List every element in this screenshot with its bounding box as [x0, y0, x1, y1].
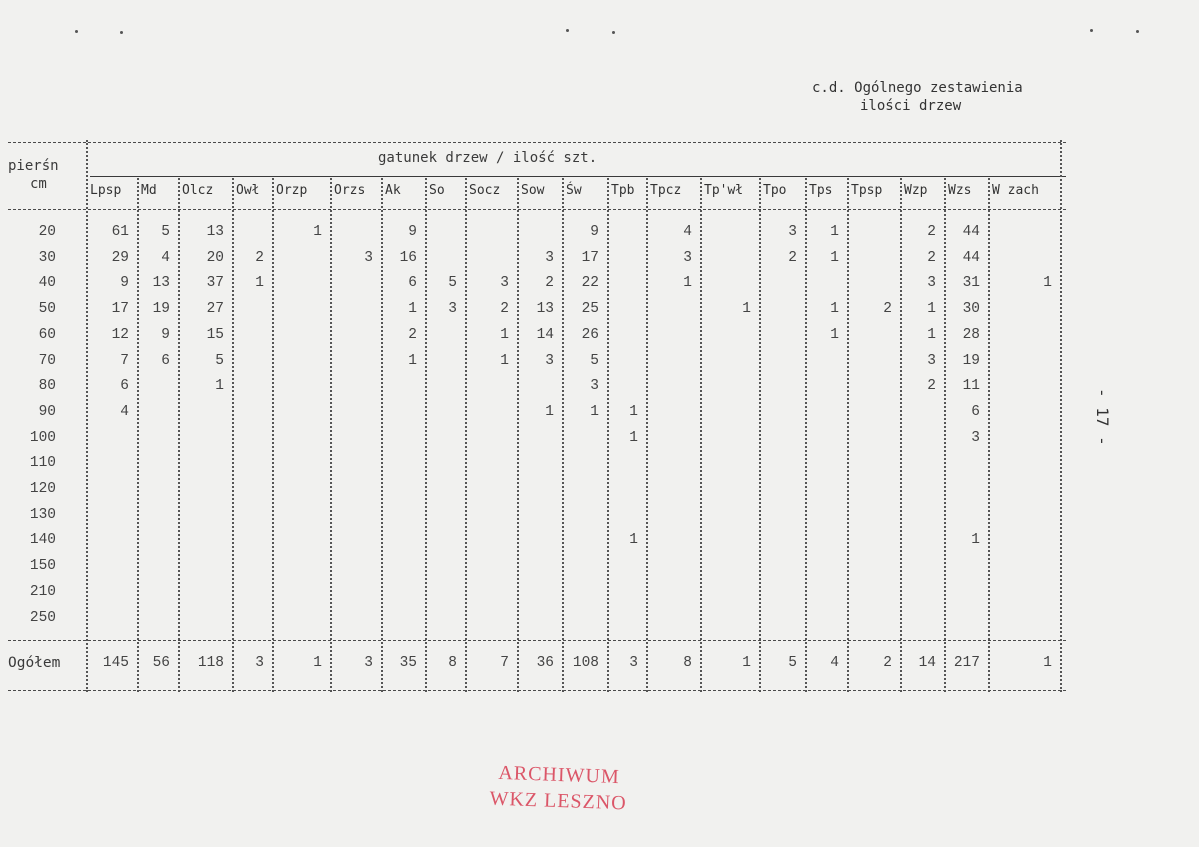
table-cell: 1 [742, 301, 751, 318]
group-header-rule [90, 176, 1066, 177]
table-cell: 3 [590, 378, 599, 395]
punch-mark [75, 30, 78, 33]
table-cell: 30 [962, 301, 980, 318]
column-header: Orzp [276, 183, 308, 198]
table-cell: 1 [629, 403, 638, 420]
row-label: 60 [38, 326, 56, 343]
row-label: 210 [29, 583, 56, 600]
column-header: Tp'wł [704, 183, 744, 198]
table-cell: 11 [962, 378, 980, 395]
table-cell: 1 [830, 326, 839, 343]
table-cell: 1 [629, 429, 638, 446]
column-separator [465, 178, 467, 692]
column-separator [944, 178, 946, 692]
table-cell: 28 [962, 326, 980, 343]
stamp-line2: WKZ LESZNO [489, 787, 628, 815]
table-cell: 4 [120, 403, 129, 420]
table-cell: 22 [581, 275, 599, 292]
table-cell: 1 [927, 301, 936, 318]
row-label: 80 [38, 378, 56, 395]
total-cell: 3 [364, 655, 373, 671]
punch-mark [1090, 29, 1093, 32]
total-cell: 36 [536, 655, 554, 671]
total-cell: 8 [448, 655, 457, 671]
table-cell: 3 [545, 249, 554, 266]
table-cell: 1 [215, 378, 224, 395]
total-cell: 145 [102, 655, 129, 671]
table-cell: 1 [313, 224, 322, 240]
table-cell: 44 [962, 224, 980, 240]
total-cell: 1 [1043, 655, 1052, 671]
row-header-pierśn: pierśn [8, 158, 59, 174]
column-header: Tpcz [650, 183, 682, 198]
table-cell: 27 [206, 301, 224, 318]
row-label: 120 [29, 481, 56, 497]
punch-mark [566, 29, 569, 32]
column-header: Sow [521, 183, 545, 198]
table-cell: 17 [111, 301, 129, 318]
punch-mark [612, 31, 615, 34]
column-separator [137, 178, 139, 692]
row-label: 100 [29, 429, 56, 446]
archive-stamp [489, 760, 628, 817]
table-cell: 3 [971, 429, 980, 446]
table-cell: 2 [883, 301, 892, 318]
table-cell: 1 [683, 275, 692, 292]
row-label: 140 [29, 532, 56, 549]
table-top-rule [8, 142, 1066, 143]
row-label: 90 [38, 403, 56, 420]
total-cell: 108 [572, 655, 599, 671]
table-cell: 1 [629, 532, 638, 549]
table-cell: 25 [581, 301, 599, 318]
total-cell: 5 [788, 655, 797, 671]
column-header: Wzp [904, 183, 928, 198]
column-separator [700, 178, 702, 692]
column-header: Tpb [611, 183, 635, 198]
column-header: Owł [236, 183, 260, 198]
table-cell: 16 [399, 249, 417, 266]
table-cell: 17 [581, 249, 599, 266]
column-separator [330, 178, 332, 692]
table-cell: 4 [161, 249, 170, 266]
group-header: gatunek drzew / ilość szt. [378, 150, 598, 166]
column-separator [646, 178, 648, 692]
row-header-cm: cm [30, 176, 47, 192]
column-header: Lpsp [90, 183, 122, 198]
table-cell: 2 [255, 249, 264, 266]
punch-mark [120, 31, 123, 34]
table-cell: 5 [215, 352, 224, 369]
table-cell: 3 [788, 224, 797, 240]
table-cell: 3 [927, 275, 936, 292]
row-label: 40 [38, 275, 56, 292]
table-cell: 3 [683, 249, 692, 266]
table-cell: 31 [962, 275, 980, 292]
table-cell: 6 [408, 275, 417, 292]
table-cell: 12 [111, 326, 129, 343]
column-header: Tpsp [851, 183, 883, 198]
column-separator [805, 178, 807, 692]
total-cell: 118 [197, 655, 224, 671]
row-label: 70 [38, 352, 56, 369]
table-cell: 5 [590, 352, 599, 369]
table-cell: 5 [448, 275, 457, 292]
column-separator [517, 178, 519, 692]
column-separator [86, 140, 88, 692]
column-separator [562, 178, 564, 692]
table-cell: 2 [927, 224, 936, 240]
column-separator [232, 178, 234, 692]
column-separator [759, 178, 761, 692]
table-cell: 9 [590, 224, 599, 240]
column-separator [988, 178, 990, 692]
table-cell: 3 [500, 275, 509, 292]
table-cell: 1 [927, 326, 936, 343]
column-header: Tps [809, 183, 833, 198]
column-header: Tpo [763, 183, 787, 198]
column-separator [607, 178, 609, 692]
total-cell: 4 [830, 655, 839, 671]
table-bottom-rule [8, 690, 1066, 691]
column-separator [178, 178, 180, 692]
total-top-rule [8, 640, 1066, 641]
table-cell: 1 [408, 301, 417, 318]
table-cell: 20 [206, 249, 224, 266]
table-cell: 6 [971, 403, 980, 420]
table-cell: 14 [536, 326, 554, 343]
page-header-line1: c.d. Ogólnego zestawienia [812, 80, 1023, 96]
column-header: Olcz [182, 183, 214, 198]
column-header: Ak [385, 183, 401, 198]
table-cell: 1 [971, 532, 980, 549]
column-separator [1060, 140, 1062, 692]
total-label: Ogółem [8, 655, 61, 671]
table-cell: 3 [927, 352, 936, 369]
table-cell: 3 [364, 249, 373, 266]
row-label: 250 [29, 609, 56, 626]
row-label: 130 [29, 506, 56, 523]
table-cell: 37 [206, 275, 224, 292]
row-label: 30 [38, 249, 56, 266]
total-cell: 14 [918, 655, 936, 671]
table-cell: 2 [927, 249, 936, 266]
column-header: Md [141, 183, 157, 198]
table-cell: 26 [581, 326, 599, 343]
table-cell: 9 [408, 224, 417, 240]
table-cell: 2 [500, 301, 509, 318]
total-cell: 1 [742, 655, 751, 671]
column-separator [425, 178, 427, 692]
table-cell: 5 [161, 224, 170, 240]
total-cell: 35 [399, 655, 417, 671]
total-cell: 1 [313, 655, 322, 671]
table-cell: 4 [683, 224, 692, 240]
total-cell: 217 [953, 655, 980, 671]
table-cell: 15 [206, 326, 224, 343]
total-cell: 56 [152, 655, 170, 671]
total-cell: 7 [500, 655, 509, 671]
total-cell: 3 [255, 655, 264, 671]
column-header: W zach [992, 183, 1039, 198]
table-cell: 1 [830, 249, 839, 266]
table-cell: 3 [448, 301, 457, 318]
table-cell: 19 [962, 352, 980, 369]
table-cell: 19 [152, 301, 170, 318]
page-number: - 17 - [1093, 388, 1112, 446]
table-cell: 1 [830, 301, 839, 318]
table-cell: 1 [255, 275, 264, 292]
table-cell: 1 [1043, 275, 1052, 292]
stamp-line1: ARCHIWUM [498, 761, 621, 789]
column-header: Św [566, 183, 582, 198]
table-cell: 13 [206, 224, 224, 240]
table-cell: 9 [161, 326, 170, 343]
column-header: So [429, 183, 445, 198]
table-cell: 61 [111, 224, 129, 240]
total-cell: 3 [629, 655, 638, 671]
table-cell: 1 [500, 326, 509, 343]
table-cell: 1 [408, 352, 417, 369]
table-cell: 13 [152, 275, 170, 292]
table-cell: 7 [120, 352, 129, 369]
table-cell: 2 [788, 249, 797, 266]
column-header: Orzs [334, 183, 366, 198]
column-header-rule [8, 209, 1066, 210]
table-cell: 2 [408, 326, 417, 343]
column-separator [381, 178, 383, 692]
table-cell: 13 [536, 301, 554, 318]
table-cell: 6 [161, 352, 170, 369]
column-header: Wzs [948, 183, 972, 198]
table-cell: 9 [120, 275, 129, 292]
column-header: Socz [469, 183, 501, 198]
column-separator [272, 178, 274, 692]
table-cell: 1 [830, 224, 839, 240]
table-cell: 1 [500, 352, 509, 369]
total-cell: 8 [683, 655, 692, 671]
table-cell: 3 [545, 352, 554, 369]
table-cell: 1 [545, 403, 554, 420]
column-separator [847, 178, 849, 692]
row-label: 150 [29, 558, 56, 575]
punch-mark [1136, 30, 1139, 33]
table-cell: 44 [962, 249, 980, 266]
total-cell: 2 [883, 655, 892, 671]
table-cell: 6 [120, 378, 129, 395]
row-label: 110 [29, 455, 56, 472]
table-cell: 29 [111, 249, 129, 266]
table-cell: 2 [927, 378, 936, 395]
row-label: 20 [38, 224, 56, 240]
table-cell: 2 [545, 275, 554, 292]
table-cell: 1 [590, 403, 599, 420]
page-header-line2: ilości drzew [860, 98, 962, 114]
row-label: 50 [38, 301, 56, 318]
column-separator [900, 178, 902, 692]
